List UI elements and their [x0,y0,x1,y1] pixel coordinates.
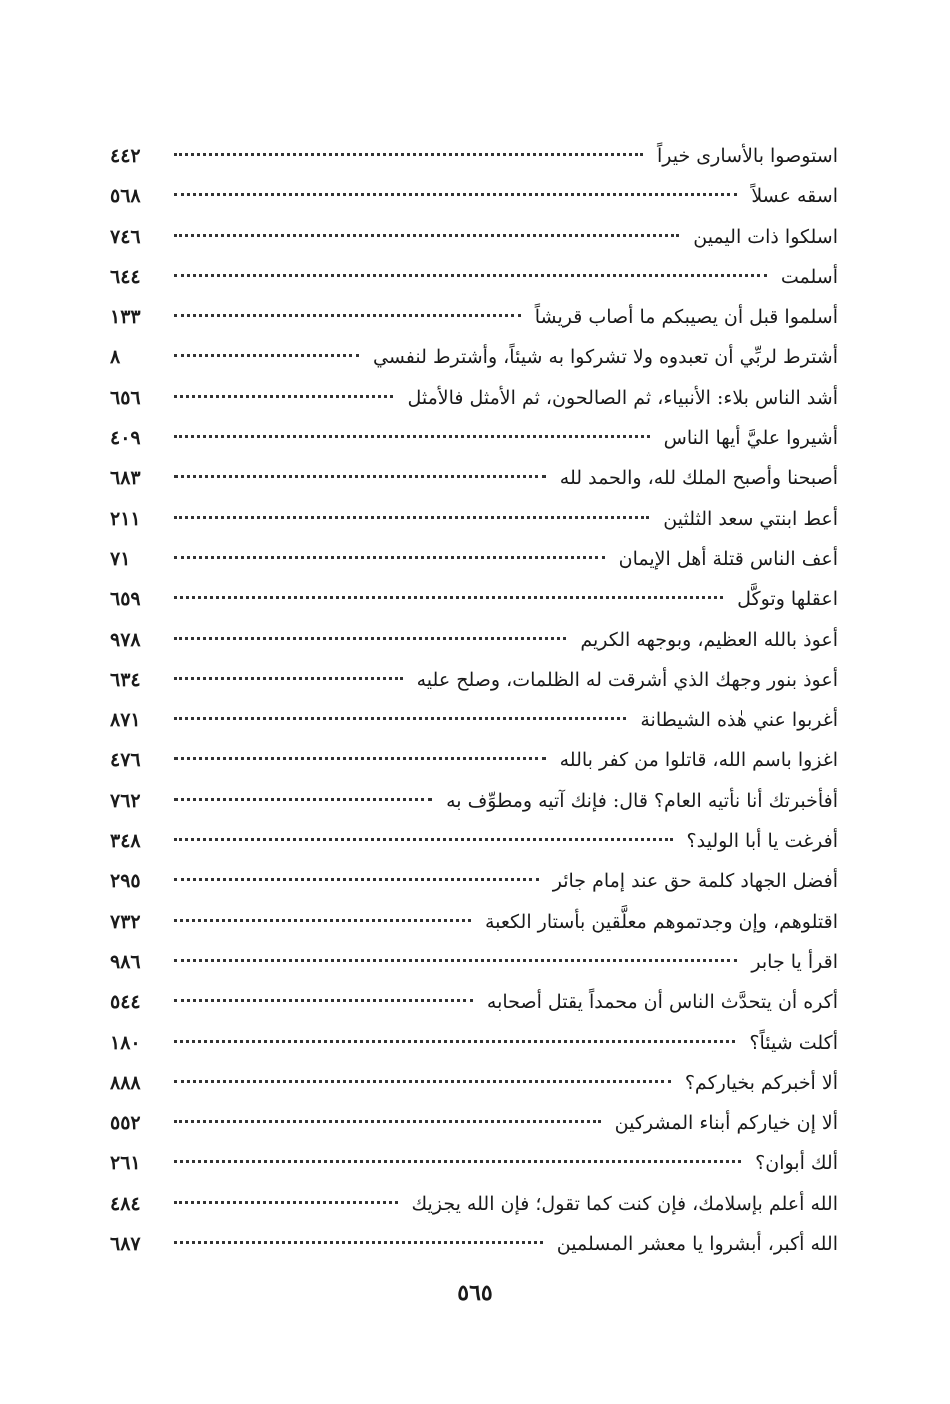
entry-page-number: ٢١١ [110,507,141,530]
leader-dots [174,1160,741,1163]
index-entry [110,1184,838,1224]
leader-dots [174,919,471,922]
entry-page-number: ٧١ [110,547,131,570]
entry-text: أعط ابنتي سعد الثلثين [663,507,838,530]
index-entry [110,337,838,377]
leader-dots [174,435,650,438]
entry-text: أسلمت [780,265,838,288]
leader-dots [174,354,359,357]
leader-dots [174,556,605,559]
index-entry [110,418,838,458]
hadith-index-list [110,136,838,1264]
entry-text: أشد الناس بلاء: الأنبياء، ثم الصالحون، ثم الأمثل فالأمثل [407,386,838,409]
entry-text: أكلت شيئاً؟ [749,1031,838,1054]
entry-page-number: ٥٤٤ [110,991,141,1014]
index-entry [110,579,838,619]
index-entry [110,217,838,257]
entry-page-number: ٨ [110,346,121,369]
index-entry [110,942,838,982]
entry-page-number: ٤٨٤ [110,1192,141,1215]
leader-dots [174,999,473,1002]
entry-text: ألا أخبركم بخياركم؟ [684,1071,838,1094]
leader-dots [174,878,539,881]
leader-dots [174,475,546,478]
leader-dots [174,516,649,519]
leader-dots [174,193,737,196]
leader-dots [174,798,432,801]
page-number: ٥٦٥ [457,1280,493,1306]
index-entry [110,781,838,821]
entry-page-number: ٢٦١ [110,1152,141,1175]
entry-page-number: ٤٠٩ [110,427,141,450]
index-entry [110,176,838,216]
entry-text: أعف الناس قتلة أهل الإيمان [618,547,838,570]
index-entry [110,136,838,176]
leader-dots [174,596,723,599]
entry-text: أكره أن يتحدَّث الناس أن محمداً يقتل أصحابه [486,991,838,1014]
leader-dots [174,677,403,680]
entry-page-number: ٣٤٨ [110,830,141,853]
entry-page-number: ٦٤٤ [110,265,141,288]
entry-text: اقتلوهم، وإن وجدتموهم معلَّقين بأستار الكعبة [484,910,838,933]
entry-text: ألك أبوان؟ [755,1152,838,1175]
entry-text: أعوذ بالله العظيم، وبوجهه الكريم [580,628,838,651]
entry-page-number: ٧٤٦ [110,225,141,248]
index-entry [110,257,838,297]
leader-dots [174,637,566,640]
entry-page-number: ٩٧٨ [110,628,141,651]
index-entry [110,861,838,901]
entry-text: اقرأ يا جابر [751,950,838,973]
leader-dots [174,757,546,760]
index-entry [110,378,838,418]
entry-page-number: ٥٥٢ [110,1112,141,1135]
entry-text: أفضل الجهاد كلمة حق عند إمام جائر [552,870,838,893]
entry-text: اسلكوا ذات اليمين [693,225,838,248]
leader-dots [174,959,737,962]
entry-text: أشترط لربِّي أن تعبدوه ولا تشركوا به شيئاً، وأشترط لنفسي [373,346,838,369]
index-entry [110,982,838,1022]
entry-page-number: ١٨٠ [110,1031,141,1054]
leader-dots [174,1080,671,1083]
entry-page-number: ٩٨٦ [110,950,141,973]
entry-page-number: ٨٨٨ [110,1071,141,1094]
leader-dots [174,1201,398,1204]
entry-text: الله أكبر، أبشروا يا معشر المسلمين [556,1233,838,1256]
leader-dots [174,1241,543,1244]
leader-dots [174,717,626,720]
entry-page-number: ٢٩٥ [110,870,141,893]
entry-text: اسقه عسلاً [751,185,838,208]
index-entry [110,1023,838,1063]
index-entry [110,902,838,942]
index-entry [110,1224,838,1264]
index-entry [110,539,838,579]
entry-page-number: ٦٨٣ [110,467,141,490]
entry-page-number: ٧٦٢ [110,789,141,812]
entry-page-number: ٤٤٢ [110,145,141,167]
index-entry [110,297,838,337]
index-entry [110,499,838,539]
entry-page-number: ٦٣٤ [110,668,141,691]
entry-text: أصبحنا وأصبح الملك لله، والحمد لله [559,467,838,490]
leader-dots [174,274,767,277]
index-entry [110,458,838,498]
entry-page-number: ٦٥٦ [110,386,141,409]
entry-page-number: ٤٧٦ [110,749,141,772]
leader-dots [174,395,393,398]
index-entry [110,1103,838,1143]
entry-text: ألا إن خياركم أبناء المشركين [614,1112,838,1135]
entry-text: استوصوا بالأسارى خيراً [657,145,838,167]
leader-dots [174,1040,735,1043]
entry-text: أفرغت يا أبا الوليد؟ [686,830,838,853]
entry-text: أسلموا قبل أن يصيبكم ما أصاب قريشاً [534,306,838,329]
entry-text: اعقلها وتوكَّل [737,588,838,611]
entry-text: أفأخبرتك أنا نأتيه العام؟ قال: فإنك آتيه ومطوِّف به [446,789,838,812]
index-entry [110,620,838,660]
index-entry [110,1143,838,1183]
entry-page-number: ٨٧١ [110,709,141,732]
entry-page-number: ٧٣٢ [110,910,141,933]
entry-text: أشيروا عليَّ أيها الناس [663,427,838,450]
entry-page-number: ٦٥٩ [110,588,141,611]
entry-text: أعوذ بنور وجهك الذي أشرقت له الظلمات، وصلح عليه [416,668,838,691]
entry-page-number: ٦٨٧ [110,1233,141,1256]
entry-text: الله أعلم بإسلامك، فإن كنت كما تقول؛ فإن الله يجزيك [411,1192,838,1215]
entry-text: أغربوا عني هٰذه الشيطانة [640,709,838,732]
entry-page-number: ٥٦٨ [110,185,141,208]
index-entry [110,821,838,861]
index-entry [110,1063,838,1103]
leader-dots [174,838,673,841]
entry-text: اغزوا باسم الله، قاتلوا من كفر بالله [559,749,838,772]
leader-dots [174,314,521,317]
index-entry [110,700,838,740]
leader-dots [174,1120,601,1123]
entry-page-number: ١٣٣ [110,306,141,329]
index-entry [110,660,838,700]
leader-dots [174,234,679,237]
leader-dots [174,153,643,156]
index-entry [110,740,838,780]
